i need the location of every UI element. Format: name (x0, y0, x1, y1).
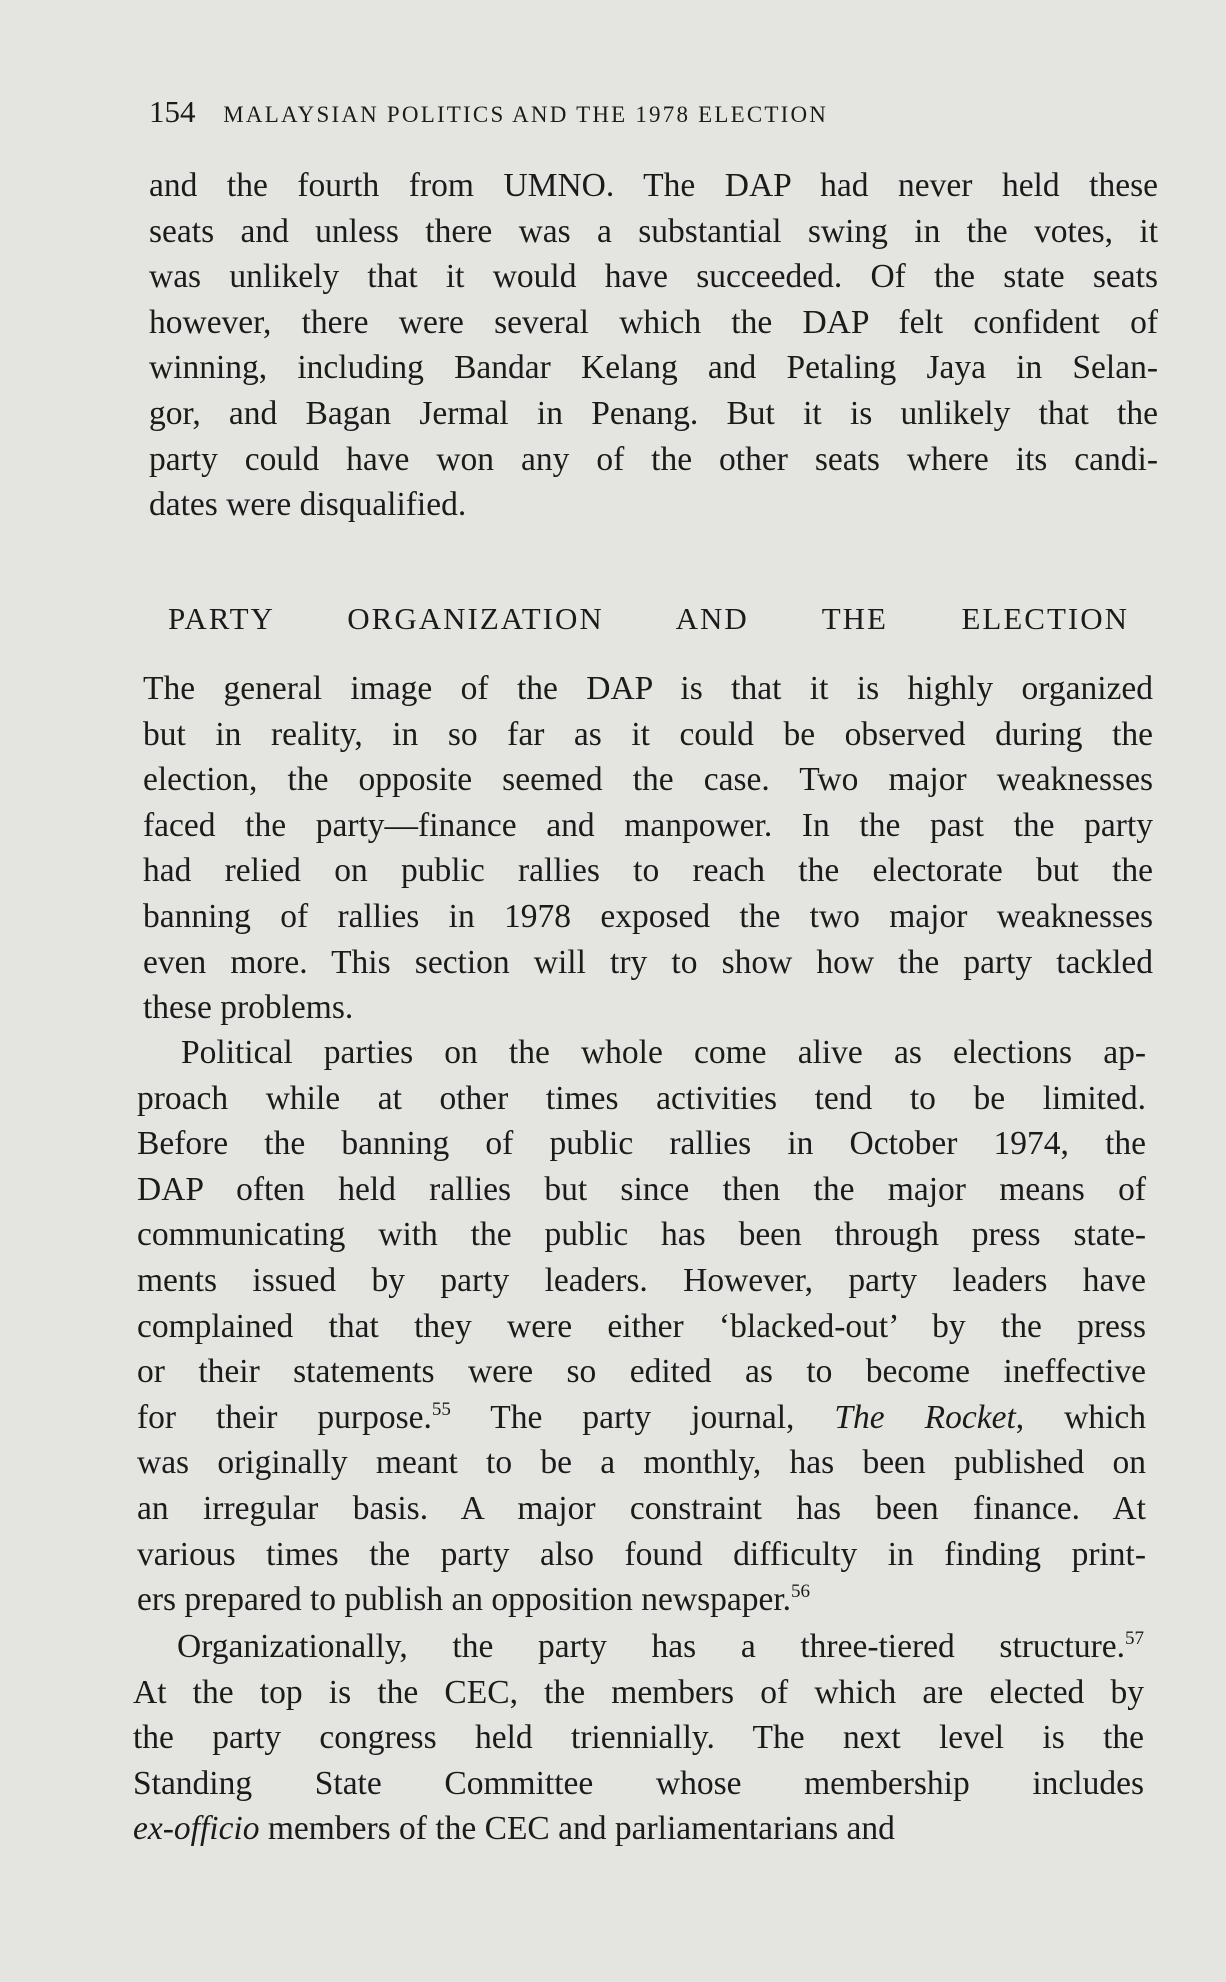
text-line (143, 940, 1153, 986)
text-run: even more. This section will try to show how the party tackled (143, 943, 1153, 981)
text-line (133, 1624, 1144, 1670)
text-line (137, 1349, 1146, 1395)
text-line (143, 666, 1153, 712)
italic-text: ex-officio (133, 1810, 260, 1848)
text-run: faced the party—finance and manpower. In the past the party (143, 806, 1153, 844)
text-run: for their purpose. (137, 1398, 432, 1436)
text-run: an irregular basis. A major constraint has been finance. At (137, 1489, 1146, 1527)
text-line (137, 1577, 1146, 1623)
text-line (137, 1212, 1146, 1258)
footnote-ref: 56 (791, 1581, 811, 1603)
text-run: dates were disqualified. (149, 486, 467, 524)
text-run: these problems. (143, 989, 354, 1027)
text-run: ers prepared to publish an opposition newspaper. (137, 1581, 792, 1619)
text-line (149, 163, 1158, 209)
text-run: various times the party also found difficulty in finding print- (137, 1535, 1146, 1573)
text-line (137, 1486, 1146, 1532)
text-run: was unlikely that it would have succeeded. Of the state seats (149, 258, 1158, 296)
text-run: election, the opposite seemed the case. Two major weaknesses (143, 761, 1153, 799)
text-line (149, 482, 1158, 528)
text-run: but in reality, in so far as it could be observed during the (143, 715, 1153, 753)
text-line (137, 1258, 1146, 1304)
text-run: proach while at other times activities tend to be limited. (137, 1079, 1146, 1117)
text-line (143, 848, 1153, 894)
text-run: The general image of the DAP is that it is highly organized (143, 670, 1153, 707)
text-run: banning of rallies in 1978 exposed the two major weaknesses (143, 897, 1153, 935)
text-run: ments issued by party leaders. However, party leaders have (137, 1261, 1146, 1299)
text-line (149, 254, 1158, 300)
text-run: members of the CEC and parliamentarians and (259, 1810, 895, 1848)
italic-text: The Rocket (834, 1398, 1016, 1436)
text-line (133, 1670, 1144, 1716)
footnote-ref: 55 (431, 1398, 451, 1420)
text-line (143, 985, 1153, 1031)
text-run: Political parties on the whole come alive as elections ap- (181, 1034, 1146, 1071)
text-line (137, 1304, 1146, 1350)
text-line (143, 712, 1153, 758)
text-line (149, 209, 1158, 255)
text-run: Organizationally, the party has a three-tiered structure. (177, 1628, 1125, 1665)
text-line (133, 1761, 1144, 1807)
page-header (149, 92, 1049, 132)
running-title: MALAYSIAN POLITICS AND THE 1978 ELECTION (223, 102, 829, 127)
text-line (149, 391, 1158, 437)
text-line (137, 1030, 1146, 1076)
text-run: communicating with the public has been through press state- (137, 1216, 1146, 1254)
text-line (143, 803, 1153, 849)
text-run: or their statements were so edited as to become ineffective (137, 1353, 1146, 1391)
text-line (149, 300, 1158, 346)
text-run: seats and unless there was a substantial swing in the votes, it (149, 212, 1158, 250)
text-line (137, 1395, 1146, 1441)
text-line (137, 1532, 1146, 1578)
text-line (137, 1167, 1146, 1213)
text-run: , which (1015, 1398, 1147, 1436)
text-run: DAP often held rallies but since then the major means of (137, 1170, 1146, 1208)
text-run: The party journal, (450, 1398, 835, 1436)
text-run: At the top is the CEC, the members of which are elected by (133, 1673, 1144, 1711)
text-run: gor, and Bagan Jermal in Penang. But it is unlikely that the (149, 394, 1158, 432)
text-line (143, 757, 1153, 803)
text-run: and the fourth from UMNO. The DAP had never held these (149, 167, 1158, 204)
text-run: however, there were several which the DAP felt confident of (149, 303, 1158, 341)
text-run: complained that they were either ‘blacked-out’ by the press (137, 1307, 1146, 1345)
paragraph (133, 1624, 1144, 1852)
text-line (149, 437, 1158, 483)
text-run: was originally meant to be a monthly, has been published on (137, 1444, 1146, 1482)
text-run: Before the banning of public rallies in October 1974, the (137, 1125, 1146, 1163)
text-line (137, 1121, 1146, 1167)
text-run: party could have won any of the other seats where its candi- (149, 440, 1158, 478)
text-run: had relied on public rallies to reach the electorate but the (143, 852, 1153, 890)
paragraph (137, 1030, 1146, 1623)
text-run: Standing State Committee whose membership includes (133, 1764, 1144, 1802)
text-run: winning, including Bandar Kelang and Petaling Jaya in Selan- (149, 349, 1158, 387)
text-line (137, 1440, 1146, 1486)
text-line (137, 1076, 1146, 1122)
section-heading: PARTY ORGANIZATION AND THE ELECTION (168, 601, 1129, 636)
paragraph (149, 163, 1158, 528)
paragraph (143, 666, 1153, 1031)
text-line (149, 345, 1158, 391)
footnote-ref: 57 (1125, 1628, 1144, 1649)
text-line (133, 1806, 1144, 1852)
page-number: 154 (149, 94, 196, 129)
text-line (143, 894, 1153, 940)
text-line (133, 1715, 1144, 1761)
text-run: the party congress held triennially. The next level is the (133, 1719, 1144, 1757)
